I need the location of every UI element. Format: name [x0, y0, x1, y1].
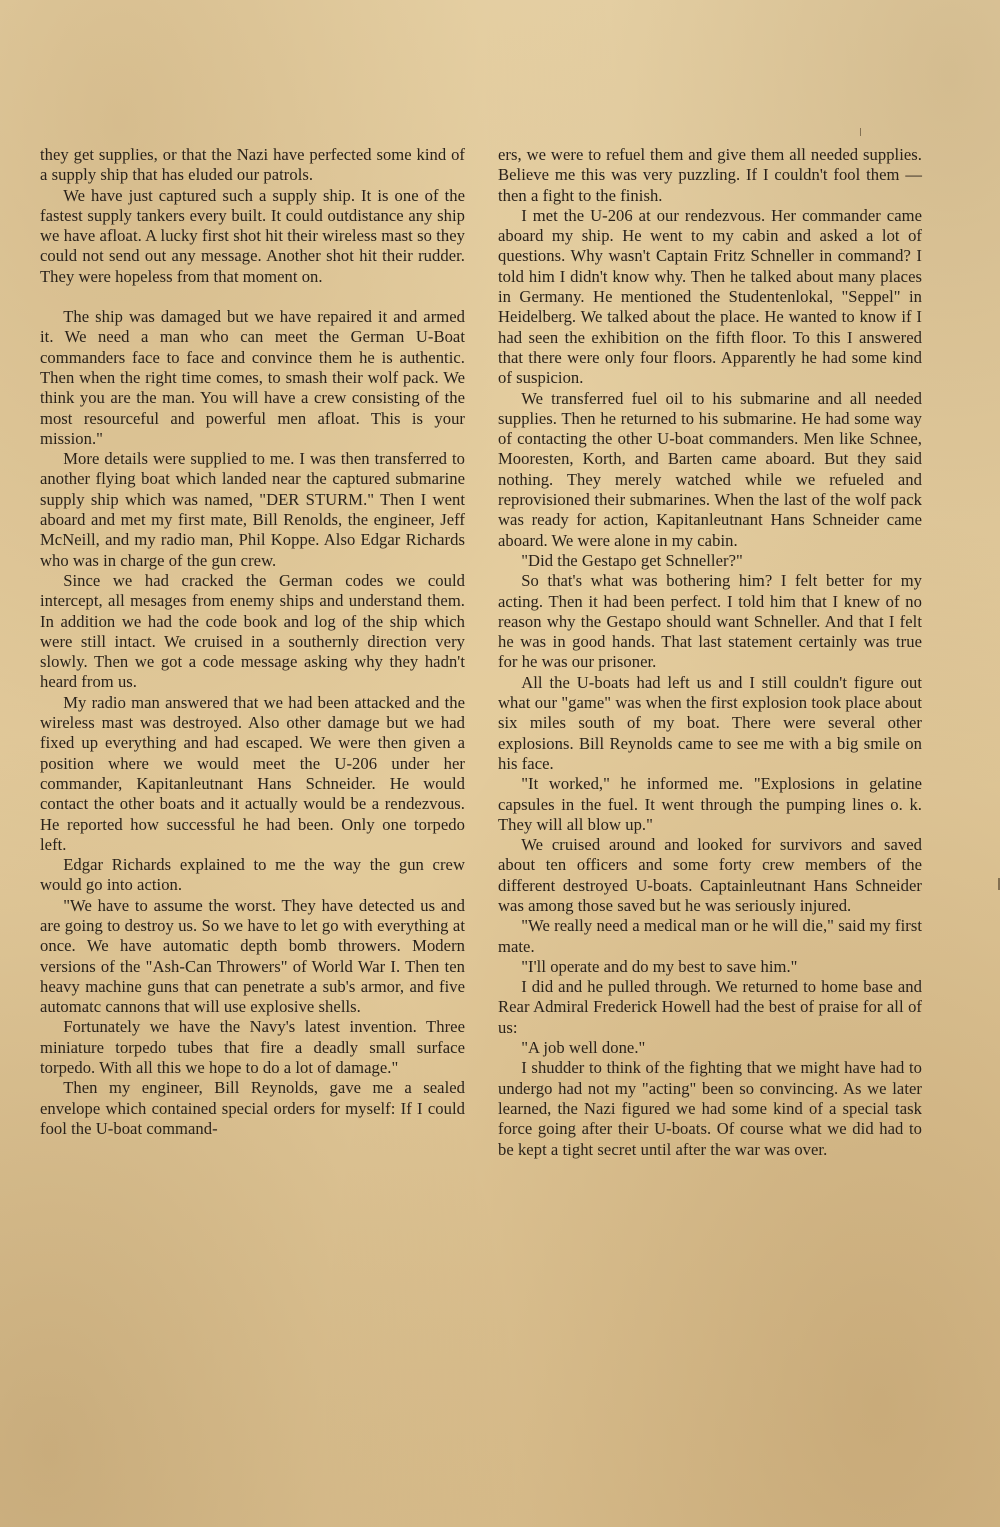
paragraph: More details were supplied to me. I was then transferred to another flying boat which landed near the captured submarine supply ship which was named, "DER STURM." Then I went aboard and met my first mate, Bill Renolds, the engineer, Jeff McNeill, and my radio man, Phil Koppe. Also Edgar Richards who was in charge of the gun crew.	[40, 449, 465, 570]
paragraph: ers, we were to refuel them and give them all needed supplies. Believe me this was very puzzling. If I couldn't fool them — then a fight to the finish.	[498, 145, 922, 205]
paragraph: "I'll operate and do my best to save him."	[521, 956, 798, 976]
paragraph: Then my engineer, Bill Reynolds, gave me a sealed envelope which contained special orders for myself: If I could fool the U-boat command-	[40, 1078, 465, 1138]
paragraph: We cruised around and looked for survivors and saved about ten officers and some forty crew members of the different destroyed U-boats. Captainleutnant Hans Schneider was among those saved but he was seriously injured.	[498, 835, 922, 915]
paragraph: I met the U-206 at our rendezvous. Her commander came aboard my ship. He went to my cabin and asked a lot of questions. Why wasn't Captain Fritz Schneller in command? I told him I didn't know why. Then he talked about many places in Germany. He mentioned the Studentenlokal, "Seppel" in Heidelberg. We talked about the place. He wanted to know if I had seen the exhibition on the fifth floor. To this I answered that there were only four floors. Apparently he had some kind of suspicion.	[498, 205, 922, 388]
paragraph: "A job well done."	[521, 1038, 646, 1058]
paragraph: "It worked," he informed me. "Explosions in gelatine capsules in the fuel. It went through the pumping lines o. k. They will all blow up."	[498, 774, 922, 834]
paragraph: My radio man answered that we had been attacked and the wireless mast was destroyed. Also other damage but we had fixed up everything and had escaped. We were then given a position where we would meet the U-206 under her commander, Kapitanleutnant Hans Schneider. He would contact the other boats and it actually would be a rendezvous. He reported how successful he had been. Only one torpedo left.	[40, 692, 465, 854]
paragraph: "Did the Gestapo get Schneller?"	[521, 550, 743, 570]
paragraph: they get supplies, or that the Nazi have perfected some kind of a supply ship that has eluded our patrols.	[40, 145, 465, 185]
paragraph: Since we had cracked the German codes we could intercept, all mesages from enemy ships and understand them. In addition we had the code book and log of the ship which were still intact. We cruised in a southernly direction very slowly. Then we got a code message asking why they hadn't heard from us.	[40, 570, 465, 692]
paragraph: We have just captured such a supply ship. It is one of the fastest supply tankers every built. It could outdistance any ship we have afloat. A lucky first shot hit their wireless mast so they could not send out any message. Another shot hit their rudder. They were hopeless from that moment on.	[40, 185, 465, 286]
paragraph: Edgar Richards explained to me the way the gun crew would go into action.	[40, 855, 465, 895]
paragraph: I did and he pulled through. We returned to home base and Rear Admiral Frederick Howell had the best of praise for all of us:	[498, 977, 922, 1037]
paragraph: "We really need a medical man or he will die," said my first mate.	[498, 916, 922, 956]
margin-mark	[860, 128, 861, 136]
paragraph: "We have to assume the worst. They have detected us and are going to destroy us. So we have to let go with everything at once. We have automatic depth bomb throwers. Modern versions of the "Ash-Can Throwers" of World War I. Then ten heavy machine guns that can penetrate a sub's armor, and five automatc cannons that will use explosive shells.	[40, 895, 465, 1017]
paragraph: So that's what was bothering him? I felt better for my acting. Then it had been perfect. I told him that I knew of no reason why the Gestapo should want Schneller. And that I felt he was in good hands. That last statement certainly was true for he was our prisoner.	[498, 571, 922, 672]
paragraph: We transferred fuel oil to his submarine and all needed supplies. Then he returned to his submarine. He had some way of contacting the other U-boat commanders. Men like Schnee, Mooresten, Korth, and Barten came aboard. But they said nothing. They merely watched while we refueled and reprovisioned their submarines. When the last of the wolf pack was ready for action, Kapitanleutnant Hans Schneider came aboard. We were alone in my cabin.	[498, 388, 922, 550]
paragraph: Fortunately we have the Navy's latest invention. Three miniature torpedo tubes that fire a deadly small surface torpedo. With all this we hope to do a lot of damage."	[40, 1017, 465, 1078]
paragraph: I shudder to think of the fighting that we might have had to undergo had not my "acting" been so convincing. As we later learned, the Nazi figured we had some kind of a special task force going after their U-boats. Of course what we did had to be kept a tight secret until after the war was over.	[498, 1058, 922, 1159]
paragraph: The ship was damaged but we have repaired it and armed it. We need a man who can meet the German U-Boat commanders face to face and convince them he is authentic. Then when the right time comes, to smash their wolf pack. We think you are the man. You will have a crew consisting of the most resourceful and powerful men afloat. This is your mission."	[40, 307, 465, 448]
right-text-column	[498, 145, 922, 1160]
paragraph: All the U-boats had left us and I still couldn't figure out what our "game" was when the first explosion took place about six miles south of my boat. There were several other explosions. Bill Reynolds came to see me with a big smile on his face.	[498, 672, 922, 773]
left-text-column	[40, 145, 465, 1139]
